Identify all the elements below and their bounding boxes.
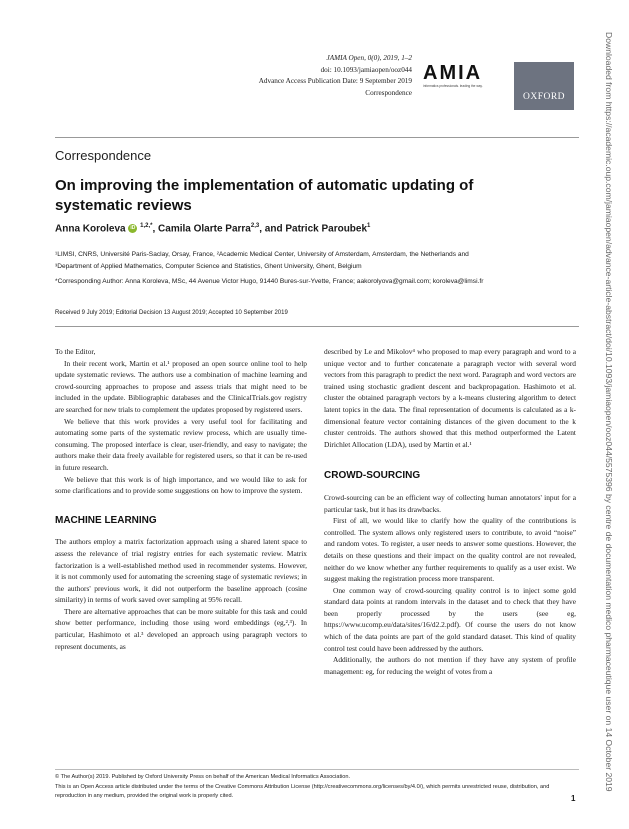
affiliations: ¹LIMSI, CNRS, Université Paris-Saclay, Orsay, France, ²Academic Medical Center, University of Amsterdam, Amsterdam, the Netherlands and ³Department of Applied Mathematics, Computer Science and Statistics, Ghent University, Ghent, Belgium	[55, 251, 469, 270]
author-superscript: 2,3	[250, 223, 260, 229]
advance-access-date: Advance Access Publication Date: 9 September 2019	[258, 77, 412, 86]
section-heading-machine-learning: MACHINE LEARNING	[55, 514, 157, 526]
amia-logo-tagline: informatics professionals. leading the way.	[423, 84, 483, 88]
header-category: Correspondence	[365, 88, 412, 97]
license-line: This is an Open Access article distributed under the terms of the Creative Commons Attribution License (http://creativecommons.org/licenses/by/4.0/), which permits unrestricted reuse, distribution, and reproduction in any medium, provided the original work is properly cited.	[55, 783, 550, 799]
amia-logo	[423, 63, 503, 97]
body-column-left	[55, 346, 307, 652]
paragraph: Crowd-sourcing can be an efficient way of collecting human annotators' input for a particular task, but it has its drawbacks.	[324, 492, 576, 514]
author-name[interactable]: , and Patrick Paroubek	[259, 223, 368, 235]
download-side-note	[601, 32, 619, 792]
paragraph: In their recent work, Martin et al.¹ proposed an open source online tool to help update systematic reviews. The authors use a combination of machine learning and crowd-sourcing approaches to propose and assess trials that might need to be included in the update. Bibliographic databases and the ClinicalTrials.gov registry are searched for new trials to complement the updates proposed by registered users.	[55, 358, 307, 414]
article-dates: Received 9 July 2019; Editorial Decision 13 August 2019; Accepted 10 September 2019	[55, 310, 288, 316]
paragraph: First of all, we would like to clarify how the quality of the contributions is controlled. The system allows only registered users to contribute, to avoid “noise” and random votes. To register, a user needs to answer some questions. However, the details on these questions and their impact on the quality control are not revealed, neither do we know whether any further requirements to qualify as a user exist. We suggest making the registration process more transparent.	[324, 516, 576, 584]
author-name[interactable]: , Camila Olarte Parra	[152, 223, 251, 235]
copyright-line: © The Author(s) 2019. Published by Oxford University Press on behalf of the American Medical Informatics Association.	[55, 774, 351, 780]
header-divider	[55, 326, 579, 327]
orcid-icon[interactable]: iD	[130, 225, 136, 232]
oxford-logo-text: OXFORD	[522, 92, 566, 102]
amia-logo-text: AMIA	[423, 62, 483, 84]
footer-divider	[55, 769, 579, 770]
oxford-logo	[514, 62, 574, 110]
license-footer	[55, 773, 555, 802]
paragraph: One common way of crowd-sourcing quality control is to inject some gold standard data points at random intervals in the dataset and to check that they have been properly processed by the users (see eg, https://www.ucomp.eu/data/sites/16/d2.2.pdf). Of course the users do not know which of the data points are part of the gold standard dataset. This kind of quality control test could have been addressed by the authors.	[324, 585, 576, 653]
article-type: Correspondence	[55, 148, 152, 163]
section-heading-crowd-sourcing: CROWD-SOURCING	[324, 470, 421, 482]
paragraph: Additionally, the authors do not mention if they have any system of profile management: eg, for reducing the weight of votes from a	[324, 655, 576, 676]
corresponding-author: *Corresponding Author: Anna Koroleva, MSc, 44 Avenue Victor Hugo, 91440 Bures-sur-Yvette, France; aakorolyova@gmail.com; koroleva@limsi.fr	[55, 278, 484, 285]
journal-header	[182, 53, 412, 99]
page-number: 1	[571, 794, 576, 803]
paragraph: described by Le and Mikolov⁴ who proposed to map every paragraph and word to a unique vector and to further concatenate a paragraph vector with several word vectors from this paragraph to predict the next word. Paragraph and word vectors are trained using stochastic gradient descent and backpropagation. Hashimoto et al. cluster the obtained paragraph vectors by a k-means clustering algorithm to detect latent topics in the data. The final representation of documents is calculated as a k-dimensional feature vector containing distances of the given document to the k cluster centroids. The authors showed that this method outperformed the Latent Dirichlet Allocation (LDA), used by Martin et al.¹	[324, 347, 576, 449]
author-superscript: 1,2,*	[140, 223, 153, 229]
body-column-right	[324, 346, 576, 677]
paragraph: There are alternative approaches that can be more suitable for this task and could show better performance, including those using word embeddings (eg,²,³). In particular, Hashimoto et al.³ developed an approach using paragraph vectors to represent documents, as	[55, 606, 307, 651]
author-superscript: 1	[367, 223, 371, 229]
paragraph: We believe that this work is of high importance, and we would like to ask for some clarifications and to provide some suggestions on how to improve the system.	[55, 474, 307, 496]
author-name[interactable]: Anna Koroleva	[55, 223, 126, 235]
salutation: To the Editor,	[55, 347, 96, 356]
paragraph: We believe that this work provides a very useful tool for facilitating and automating some parts of the systematic review process, which are usually time-consuming. The proposed interface is clear, user-friendly, and easy to navigate; the authors make their data freely available for registered users, so that it can be re-used in future research.	[55, 416, 307, 472]
journal-citation: JAMIA Open, 0(0), 2019, 1–2	[326, 54, 412, 62]
download-side-note-text: Downloaded from https://academic.oup.com/jamiaopen/advance-article-abstract/doi/10.1093/jamiaopen/ooz044/5575396 by centre de documentation medico pharmaceutique user on 14 October 2019	[604, 32, 614, 792]
paragraph: The authors employ a matrix factorization approach using a shared latent space to assess the relevance of trial registry entries for each systematic review. Matrix factorization is a well-established method used in recommender systems. However, it is not commonly used for automating the screening stage of systematic reviews; in the authors' previous work, it did not outperform the baseline approach (cosine similarity) in terms of work saved over sampling at 95% recall.	[55, 537, 307, 605]
article-title: On improving the implementation of automatic updating of systematic reviews	[55, 177, 474, 214]
doi[interactable]: doi: 10.1093/jamiaopen/ooz044	[320, 65, 412, 74]
author-list	[55, 223, 370, 234]
top-divider	[55, 137, 579, 138]
